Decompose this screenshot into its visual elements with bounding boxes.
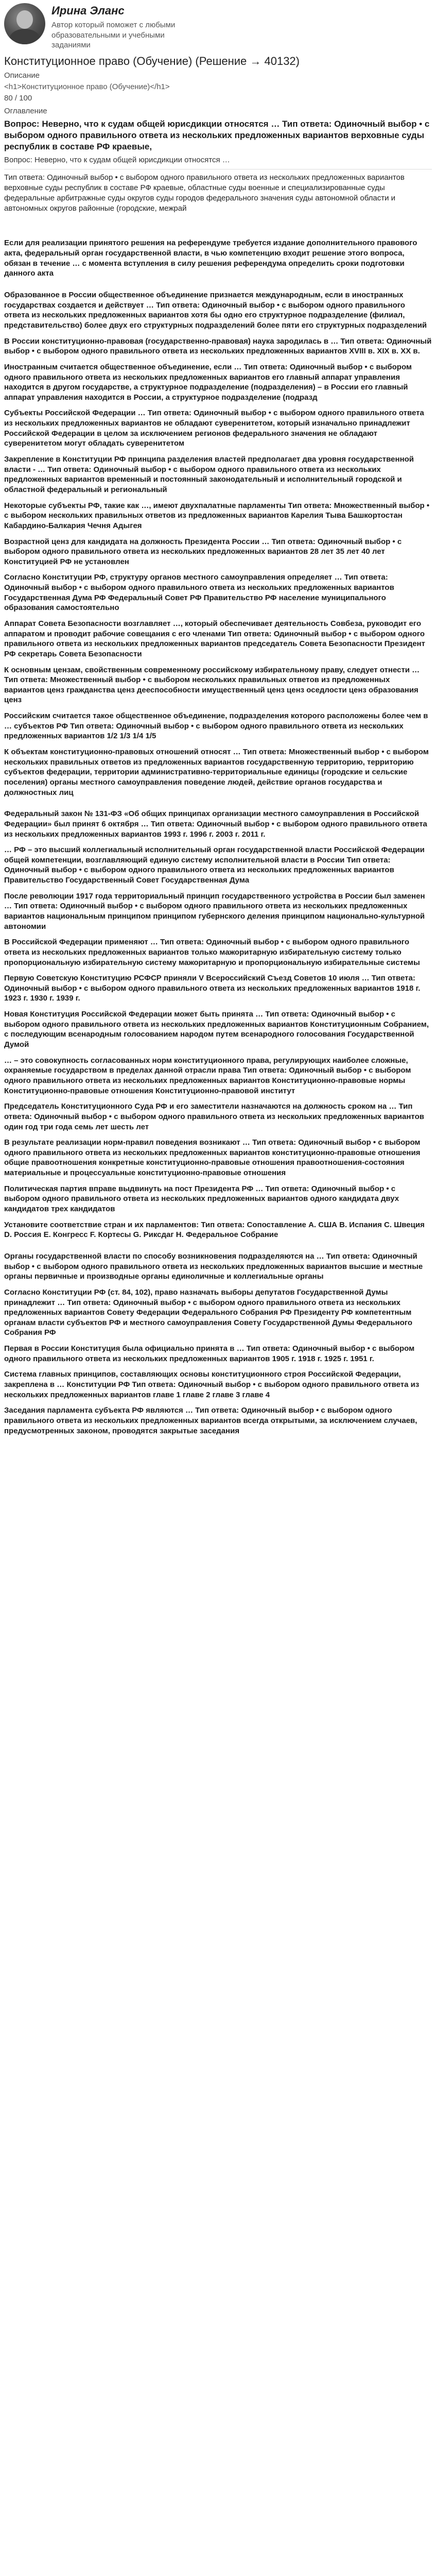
question-item: Федеральный закон № 131-ФЗ «Об общих принципах организации местного самоуправления в Российской Федерации» был принят 6 октября … Тип ответа: Одиночный выбор • с выбором одного правильного ответа из нескольких предложенных вариантов 1993 г. 1996 г. 2003 г. 2011 г.	[4, 809, 427, 839]
question-item: После революции 1917 года территориальный принцип государственного устройства в России был заменен … Тип ответа: Одиночный выбор • с выбором одного правильного ответа из нескольких предложенных вариантов национальным принципом принципом губернского деления принципом национально-культурной автономии	[4, 891, 425, 931]
question-item: Российским считается такое общественное объединение, подразделения которого расположены более чем в … субъектов РФ Тип ответа: Одиночный выбор • с выбором одного правильного ответа из нескольких предложенных вариантов 1/2 1/3 1/4 1/5	[4, 711, 428, 741]
question-item: Установите соответствие стран и их парламентов: Тип ответа: Сопоставление A. США B. Испания C. Швеция D. Россия E. Конгресс F. Кортесы G. Риксдаг H. Федеральное Собрание	[4, 1220, 425, 1240]
author-card	[4, 0, 432, 49]
question-item: … – это совокупность согласованных норм конституционного права, регулирующих наиболее сложные, охраняемые государством в пределах данной отрасли права Тип ответа: Одиночный выбор • с выбором одного правильного ответа из нескольких предложенных вариантов Конституционно-правовые нормы Конституционно-правовые отношения Конституционно-правовой институт	[4, 1056, 411, 1095]
question-item: В результате реализации норм-правил поведения возникают … Тип ответа: Одиночный выбор • с выбором одного правильного ответа из нескольких предложенных вариантов конституционно-правовые отношения общие правоотношения конкретные конституционно-правовые отношения правоотношения-состояния материальные и процессуальные конституционно-правовые отношения	[4, 1138, 421, 1178]
question-item: Органы государственной власти по способу возникновения подразделяются на … Тип ответа: Одиночный выбор • с выбором одного правильного ответа из нескольких предложенных вариантов высшие и местные органы первичные и производные органы единоличные и коллегиальные органы	[4, 1251, 423, 1281]
question-item: Политическая партия вправе выдвинуть на пост Президента РФ … Тип ответа: Одиночный выбор • с выбором одного правильного ответа из нескольких предложенных вариантов одного кандидата двух кандидатов трех кандидатов	[4, 1184, 399, 1214]
question-item: Некоторые субъекты РФ, такие как …, имеют двухпалатные парламенты Тип ответа: Множественный выбор • с выбором нескольких правильных ответов из предложенных вариантов Карелия Тыва Башкортостан Кабардино-Балкария Чечня Адыгея	[4, 501, 430, 530]
question-item: Заседания парламента субъекта РФ являются … Тип ответа: Одиночный выбор • с выбором одного правильного ответа из нескольких предложенных вариантов всегда открытыми, за исключением случаев, предусмотренных законом, проводятся закрытые заседания	[4, 1406, 417, 1435]
rating: 80 / 100	[4, 93, 32, 103]
answer-text: Тип ответа: Одиночный выбор • с выбором одного правильного ответа из нескольких предложенных вариантов верховные суды республик в составе РФ краевые, областные суды военные и специализированные суды федеральные арбитражные суды округов суды городов федерального значения суды автономной области и автономных округов районные (городские, межрай	[4, 173, 405, 213]
page-title: Конституционное право (Обучение) (Решение → 40132)	[4, 55, 300, 67]
question-item: К объектам конституционно-правовых отношений относят … Тип ответа: Множественный выбор • с выбором нескольких правильных ответов из предложенных вариантов государственную территорию, территорию субъектов федерации, территории административно-территориальные единицы (городские и сельские поселения) органы местного самоуправления поведение людей, действие органов государства и должностных лиц	[4, 748, 429, 797]
question-item: Согласно Конституции РФ (ст. 84, 102), право назначать выборы депутатов Государственной Думы принадлежит … Тип ответа: Одиночный выбор • с выбором одного правильного ответа из нескольких предложенных вариантов Совету Федерации Федерального Собрания РФ Президенту РФ компетентным органам власти субъектов РФ и местного самоуправления Совету Государственной Думы Федерального Собрания РФ	[4, 1287, 412, 1337]
author-name[interactable]: Ирина Эланс	[51, 4, 125, 17]
question-item: Иностранным считается общественное объединение, если … Тип ответа: Одиночный выбор • с выбором одного правильного ответа из нескольких предложенных вариантов его главный аппарат управления находится в другом государстве, а структурное подразделение (подразделения) – в России его главный аппарат управления находится в России, а структурное подразделение (подразд	[4, 362, 412, 402]
question-item: Если для реализации принятого решения на референдуме требуется издание дополнительного правового акта, федеральный орган государственной власти, в чью компетенцию входит решение этого вопроса, обязан в течение … с момента вступления в силу решения референдума определить сроки подготовки данного акта	[4, 239, 417, 278]
question-item: Первая в России Конституция была официально принята в … Тип ответа: Одиночный выбор • с выбором одного правильного ответа из нескольких предложенных вариантов 1905 г. 1918 г. 1925 г. 1951 г.	[4, 1344, 415, 1363]
question-item: Возрастной ценз для кандидата на должность Президента России … Тип ответа: Одиночный выбор • с выбором одного правильного ответа из нескольких предложенных вариантов 28 лет 35 лет 40 лет Конституцией РФ не установлен	[4, 537, 402, 566]
question-item: Председатель Конституционного Суда РФ и его заместители назначаются на должность сроком на … Тип ответа: Одиночный выбор • с выбором одного правильного ответа из нескольких предложенных вариантов один год три года семь лет шесть лет	[4, 1102, 424, 1131]
question-item: В Российской Федерации применяют … Тип ответа: Одиночный выбор • с выбором одного правильного ответа из нескольких предложенных вариантов только мажоритарную избирательную систему только пропорциональную избирательную систему мажоритарную и пропорциональную избирательные системы	[4, 938, 420, 967]
question-item: Первую Советскую Конституцию РСФСР приняли V Всероссийский Съезд Советов 10 июля … Тип ответа: Одиночный выбор • с выбором одного правильного ответа из нескольких предложенных вариантов 1918 г. 1923 г. 1930 г. 1939 г.	[4, 974, 421, 1003]
author-tagline: Автор который поможет с любыми образовательными и учебными заданиями	[51, 21, 176, 50]
description-label: Описание	[4, 71, 40, 80]
question-item: Аппарат Совета Безопасности возглавляет …, который обеспечивает деятельность Совбеза, руководит его аппаратом и проводит рабочие совещания с его членами Тип ответа: Одиночный выбор • с выбором одного правильного ответа из нескольких предложенных вариантов председатель Совета Безопасности Президент РФ секретарь Совета Безопасности	[4, 619, 425, 658]
question-item: Закрепление в Конституции РФ принципа разделения властей предполагает два уровня государственной власти - … Тип ответа: Одиночный выбор • с выбором одного правильного ответа из нескольких предложенных вариантов временный и постоянный законодательный и исполнительный городской и областной федеральный и региональный	[4, 455, 414, 494]
question-item: Система главных принципов, составляющих основы конституционного строя Российской Федерации, закреплена в … Конституции РФ Тип ответа: Одиночный выбор • с выбором одного правильного ответа из нескольких предложенных вариантов главе 1 главе 2 главе 3 главе 4	[4, 1370, 420, 1399]
question-item: В России конституционно-правовая (государственно-правовая) наука зародилась в … Тип ответа: Одиночный выбор • с выбором одного правильного ответа из нескольких предложенных вариантов XVIII в. XIX в. XX в.	[4, 336, 432, 356]
main-question: Вопрос: Неверно, что к судам общей юрисдикции относятся … Тип ответа: Одиночный выбор • с выбором одного правильного ответа из нескольких предложенных вариантов верховные суды республик в составе РФ краевые,	[4, 119, 430, 152]
toc-label: Оглавление	[4, 107, 47, 116]
questions-list	[4, 238, 432, 1436]
question-item: Субъекты Российской Федерации … Тип ответа: Одиночный выбор • с выбором одного правильного ответа из нескольких предложенных вариантов не обладают суверенитетом, который изначально принадлежит Российской Федерации в целом за исключением регионов федерального значения не обладают суверенитетом могут обладать суверенитетом	[4, 409, 424, 448]
spacer	[4, 215, 432, 238]
question-item: … РФ – это высший коллегиальный исполнительный орган государственной власти Российской Федерации общей компетенции, возглавляющий единую систему исполнительной власти в России Тип ответа: Одиночный выбор • с выбором одного правильного ответа из нескольких предложенных вариантов Правительство Государственный Совет Государственная Дума	[4, 845, 425, 885]
question-item: Образованное в России общественное объединение признается международным, если в иностранных государствах создается и действует … Тип ответа: Одиночный выбор • с выбором одного правильного ответа из нескольких предложенных вариантов хотя бы одно его структурное подразделение (филиал, представительство) более двух его структурных подразделений более пяти его структурных подразделений	[4, 291, 427, 330]
divider	[4, 169, 432, 170]
author-avatar[interactable]	[4, 3, 45, 44]
question-item: Новая Конституция Российской Федерации может быть принята … Тип ответа: Одиночный выбор • с выбором одного правильного ответа из нескольких предложенных вариантов Конституционным Собранием, с последующим всенародным голосованием народом путем всенародного голосования Государственной Думой	[4, 1010, 429, 1049]
question-item: Согласно Конституции РФ, структуру органов местного самоуправления определяет … Тип ответа: Одиночный выбор • с выбором одного правильного ответа из нескольких предложенных вариантов Государственная Дума РФ Федеральный Совет РФ Правительство РФ население муниципального образования самостоятельно	[4, 573, 394, 613]
author-info	[51, 3, 196, 50]
description-value: <h1>Конституционное право (Обучение)</h1>	[4, 82, 170, 91]
question-repeat: Вопрос: Неверно, что к судам общей юрисдикции относятся …	[4, 155, 230, 164]
question-item: К основным цензам, свойственным современному российскому избирательному праву, следует отнести … Тип ответа: Множественный выбор • с выбором нескольких правильных ответов из предложенных вариантов ценз гражданства ценз дееспособности имущественный ценз ценз оседлости ценз образования ценз	[4, 665, 420, 705]
